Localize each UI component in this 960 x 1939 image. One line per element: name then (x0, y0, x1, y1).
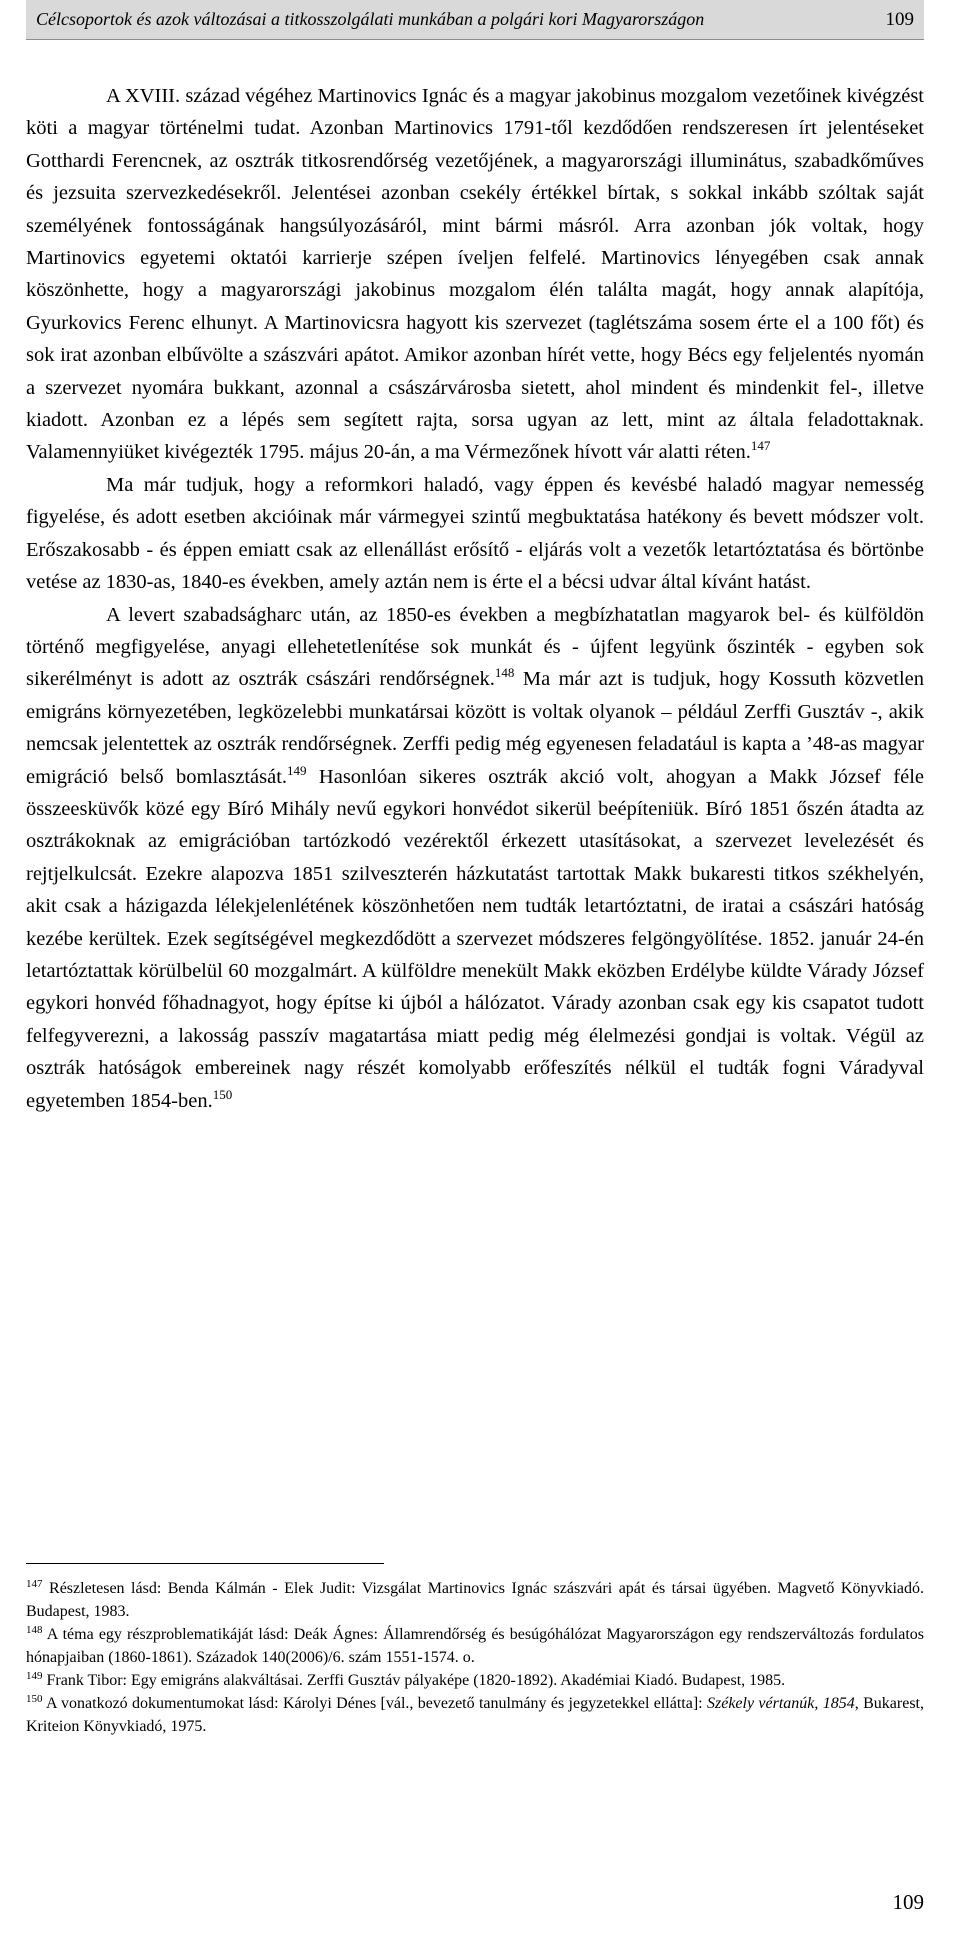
footnote-ref-150[interactable]: 150 (212, 1086, 233, 1102)
footer-page-number: 109 (892, 1890, 924, 1914)
body-text (26, 80, 924, 1117)
paragraph-2: Ma már tudjuk, hogy a reformkori haladó, vagy éppen és kevésbé haladó magyar nemesség figyelése, és adott esetben akcióinak már vármegyei szintű megbuktatása hatékony és bevett módszer volt. Erőszakosabb - és éppen emiatt csak az ellenállást erősítő - eljárás volt a vezetők letartóztatása és börtönbe vetése az 1830-as, 1840-es években, amely aztán nem is érte el a bécsi udvar által kívánt hatást. (26, 473, 924, 594)
paragraph-1: A XVIII. század végéhez Martinovics Ignác és a magyar jakobinus mozgalom vezetőinek kivégzést köti a magyar történelmi tudat. Azonban Martinovics 1791-től kezdődően rendszeresen írt jelentéseket Gotthardi Ferencnek, az osztrák titkosrendőrség vezetőjének, a magyarországi illuminátus, szabadkőműves és jezsuita szervezkedésekről. Jelentései azonban csekély értékkel bírtak, s sokkal inkább szóltak saját személyének fontosságának hangsúlyozásáról, mint bármi másról. Arra azonban jók voltak, hogy Martinovics egyetemi oktatói karrierje szépen íveljen felfelé. Martinovics lényegében csak annak köszönhette, hogy a magyarországi jakobinus mozgalom élén találta magát, hogy annak alapítója, Gyurkovics Ferenc elhunyt. A Martinovicsra hagyott kis szervezet (taglétszáma sosem érte el a 100 főt) és sok irat azonban elbűvölte a szászvári apátot. Amikor azonban hírét vette, hogy Bécs egy feljelentés nyomán a szervezet nyomára bukkant, azonnal a császárvárosba sietett, ahol mindent és mindenkit fel-, illetve kiadott. Azonban ez a lépés sem segített rajta, sorsa ugyan az lett, mint az általa feladottaknak. Valamennyiüket kivégezték 1795. május 20-án, a ma Vérmezőnek hívott vár alatti réten.$^{147}$ (26, 85, 924, 464)
header-page-number: 109 (885, 8, 914, 30)
footnote-ref-149[interactable]: 149 (287, 762, 307, 778)
footnote-ref-147[interactable]: 147 (750, 438, 771, 454)
footnote-separator (26, 1563, 384, 1564)
footnote-149: $^{149}$ Frank Tibor: Egy emigráns alakváltásai. Zerffi Gusztáv pályaképe (1820-1892). Akadémiai Kiadó. Budapest, 1985. (26, 1670, 786, 1689)
footnote-148: $^{148}$ A téma egy részproblematikáját lásd: Deák Ágnes: Államrendőrség és besúgóhálózat Magyarországon egy rendszerváltozás fordulatos hónapjaiban (1860-1861). Századok 140(2006)/6. szám 1551-1574. o. (26, 1624, 924, 1666)
footnote-ref-148[interactable]: 148 (494, 665, 515, 681)
footnotes (26, 1577, 924, 1738)
footnote-147: $^{147}$ Részletesen lásd: Benda Kálmán - Elek Judit: Vizsgálat Martinovics Ignác szászvári apát és társai ügyében. Magvető Könyvkiadó. Budapest, 1983. (26, 1578, 925, 1620)
running-header (26, 0, 924, 40)
header-title: Célcsoportok és azok változásai a titkosszolgálati munkában a polgári kori Magyarországon (36, 9, 705, 29)
footnote-150: $^{150}$ A vonatkozó dokumentumokat lásd: Károlyi Dénes [vál., bevezető tanulmány és jegyzetekkel ellátta]: Székely vértanúk, 1854, Bukarest, Kriteion Könyvkiadó, 1975. (26, 1693, 924, 1735)
paragraph-3: A levert szabadságharc után, az 1850-es években a megbízhatatlan magyarok bel- és külföldön történő megfigyelése, anyagi ellehetetlenítése sok munkát és - újfent legyünk őszinték - egyben sok sikerélményt is adott az osztrák császári rendőrségnek.$^{148}$ Ma már azt is tudjuk, hogy Kossuth közvetlen emigráns környezetében, legközelebbi munkatársai között is voltak olyanok – például Zerffi Gusztáv -, akik nemcsak jelentettek az osztrák rendőrségnek. Zerffi pedig még egyenesen feladatául is kapta a ’48-as magyar emigráció belső bomlasztását.$^{149}$ Hasonlóan sikeres osztrák akció volt, ahogyan a Makk József féle összeesküvők közé egy Bíró Mihály nevű egykori honvédot sikerül beépíteniük. Bíró 1851 őszén átadta az osztrákoknak az emigrációban tartózkodó vezérektől érkezett utasításokat, a szervezet levelezését és rejtjelkulcsát. Ezekre alapozva 1851 szilveszterén házkutatást tartottak Makk bukaresti titkos székhelyén, akit csak a házigazda lélekjelenlétének köszönhetően nem tudták letartóztatni, de iratai a császári hatóság kezébe kerültek. Ezek segítségével megkezdődött a szervezet módszeres felgöngyölítése. 1852. január 24-én letartóztattak körülbelül 60 mozgalmárt. A külföldre menekült Makk eközben Erdélybe küldte Várady József egykori honvéd főhadnagyot, hogy építse ki újból a hálózatot. Várady azonban csak egy kis csapatot tudott felfegyverezni, a lakosság passzív magatartása miatt pedig még élelmezési gondjai is voltak. Végül az osztrák hatóságok embereinek nagy részét komolyabb erőfeszítés nélkül el tudták fogni Váradyval egyetemben 1854-ben.$^{150}$ (26, 603, 924, 1112)
